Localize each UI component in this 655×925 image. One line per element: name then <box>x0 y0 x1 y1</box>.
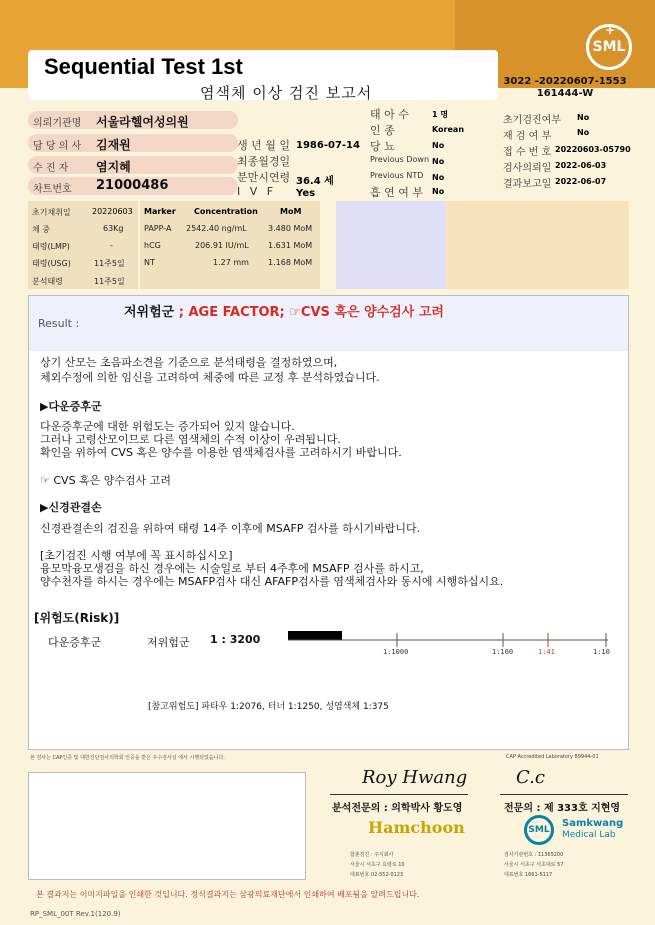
ga-anal-value: 11주5일 <box>94 277 125 286</box>
marker-concentration: 2542.40 ng/mL <box>186 224 247 233</box>
disclaimer: 본 검사는 CAP인증 및 대한진단검사의학회 인증을 받은 우수검사실 에서 시행되었습니다. <box>30 755 225 761</box>
ga-usg-value: 11주5일 <box>94 259 125 268</box>
institution-label: 의뢰기관명 <box>33 118 82 129</box>
left-address: 서울시 서초구 효령로 10 <box>350 862 405 868</box>
scale-label: 1:100 <box>492 648 514 656</box>
marker-mom: 3.480 MoM <box>268 224 313 233</box>
result-paragraph-line: 체외수정에 의한 임신을 고려하여 체중에 따른 교정 후 분석하였습니다. <box>40 371 380 384</box>
age-value: 36.4 세 <box>296 176 334 187</box>
left-address: 대표번호 02-552-0123 <box>350 872 404 878</box>
request-date-value: 2022-06-03 <box>555 161 607 170</box>
retest-label: 재 검 여 부 <box>503 131 552 142</box>
result-paragraph-line: 그러나 고령산모이므로 다른 염색체의 수적 이상이 우려됩니다. <box>40 433 341 446</box>
age-label: 분만시연령 <box>237 171 291 184</box>
report-subtitle: 염색체 이상 검진 보고서 <box>200 84 373 102</box>
doctor-label: 담 당 의 사 <box>33 141 82 152</box>
section-ntd-title: ▶신경관결손 <box>40 501 102 514</box>
ivf-label: I V F <box>237 185 274 198</box>
request-date-label: 검사의뢰일 <box>503 163 552 174</box>
fetus-value: 1 명 <box>432 110 449 119</box>
fetus-label: 태 아 수 <box>370 108 409 121</box>
marker-extra-right <box>446 201 629 289</box>
footer-notice: 본 결과지는 이미지파일을 인쇄한 것입니다. 정식결과지는 삼광의료재단에서 인쇄하여 배포됨을 알려드립니다. <box>36 890 420 899</box>
sml-logo-badge: + SML <box>586 24 632 70</box>
hamchoon-logo: Hamchoon <box>368 818 465 837</box>
marker-name: PAPP-A <box>144 224 172 233</box>
marker-header-concentration: Concentration <box>194 207 258 216</box>
sml-name: Samkwang <box>562 818 624 829</box>
retest-value: No <box>577 128 590 137</box>
marker-header-mom: MoM <box>280 207 302 216</box>
receipt-label: 접 수 번 호 <box>503 147 552 158</box>
chart-value: 21000486 <box>96 178 169 193</box>
risk-value: 1 : 3200 <box>210 633 261 646</box>
smoke-label: 흡 연 여 부 <box>370 186 423 199</box>
result-paragraph-line: 확인을 위하여 CVS 혹은 양수를 이용한 염색체검사를 고려하시기 바랍니다. <box>40 446 402 459</box>
risk-name: 다운증후군 <box>48 636 102 649</box>
left-sig-line <box>330 794 468 795</box>
risk-level: 저위험군 <box>147 636 190 649</box>
weight-label: 체 중 <box>32 225 50 234</box>
result-headline: 저위험군 ; AGE FACTOR; ☞CVS 혹은 양수검사 고려 <box>124 305 444 320</box>
report-id: 3022 -20220607-1553 161444-W <box>503 76 627 99</box>
sample-date-value: 20220603 <box>92 207 133 216</box>
ga-lmp-value: - <box>110 241 113 250</box>
result-paragraph-line: 융모막융모생검을 하신 경우에는 시술일로 부터 4주후에 MSAFP 검사를 하시고, <box>40 562 424 575</box>
right-address: 서울시 서초구 서초대로 57 <box>504 862 564 868</box>
ga-lmp-label: 태령(LMP) <box>32 242 70 251</box>
sml-name-line2: Medical Lab <box>562 830 616 840</box>
footer-code: RP_SML_00T Rev.1(120.9) <box>30 910 121 918</box>
ga-usg-label: 태령(USG) <box>32 259 71 268</box>
result-paragraph-line: 상기 산모는 초음파소견을 기준으로 분석태령을 결정하였으며, <box>40 356 338 369</box>
examinee-label: 수 진 자 <box>33 163 69 174</box>
result-paragraph-line: 신경관결손의 검진을 위하여 태령 14주 이후에 MSAFP 검사를 하시기바랍니다. <box>40 522 421 535</box>
marker-concentration: 1.27 mm <box>213 258 249 267</box>
prev-down-label: Previous Down <box>370 155 430 164</box>
prev-down-value: No <box>432 157 445 166</box>
ivf-value: Yes <box>296 188 316 199</box>
institution-value: 서울라헬여성의원 <box>96 115 189 129</box>
reference-risk: [참고위험도] 파타우 1:2076, 터너 1:1250, 성염색체 1:375 <box>148 702 389 712</box>
chart-label: 차트번호 <box>33 184 72 195</box>
smoke-value: No <box>432 187 445 196</box>
right-address: 대표번호 1661-5117 <box>504 872 553 878</box>
result-label: Result : <box>38 317 80 330</box>
right-sig-line <box>500 794 628 795</box>
marker-mom: 1.631 MoM <box>268 241 313 250</box>
ga-anal-label: 분석태령 <box>32 277 63 286</box>
diabetes-label: 당 뇨 <box>370 140 395 153</box>
marker-name: NT <box>144 258 155 267</box>
marker-mom: 1.168 MoM <box>268 258 313 267</box>
marker-concentration: 206.91 IU/mL <box>195 241 249 250</box>
scale-label: 1:10 <box>593 648 610 656</box>
diabetes-value: No <box>432 141 445 150</box>
left-signature: Roy Hwang <box>362 767 468 788</box>
notes-box <box>28 772 306 880</box>
sml-logo: SML <box>524 815 554 845</box>
risk-bar <box>288 631 342 640</box>
marker-extra-left <box>336 201 446 289</box>
right-signer-title: 전문의 : 제 333호 지현영 <box>504 803 621 814</box>
initial-value: No <box>577 113 590 122</box>
race-value: Korean <box>432 125 465 134</box>
section-down-title: ▶다운증후군 <box>40 400 102 413</box>
lmp-label: 최종월경일 <box>237 155 291 168</box>
prev-ntd-label: Previous NTD <box>370 171 424 180</box>
sample-date-label: 초기채취일 <box>32 208 71 217</box>
birth-value: 1986-07-14 <box>296 140 360 151</box>
result-paragraph-line: [초기검진 시행 여부에 꼭 표시하십시오] <box>40 549 233 562</box>
right-signature: C.c <box>516 767 545 788</box>
report-date-value: 2022-06-07 <box>555 177 607 186</box>
left-signer-title: 분석전문의 : 의학박사 황도영 <box>332 803 463 814</box>
doctor-value: 김재원 <box>96 138 131 152</box>
report-date-label: 결과보고일 <box>503 179 552 190</box>
result-paragraph-line: ☞ CVS 혹은 양수검사 고려 <box>40 474 172 487</box>
left-address: 함춘검진 : 주식회사 <box>350 852 394 858</box>
birth-label: 생 년 월 일 <box>237 139 290 152</box>
scale-label-cutoff: 1:41 <box>538 648 555 656</box>
report-title: Sequential Test 1st <box>44 54 243 79</box>
initial-label: 초기검진여부 <box>503 115 561 126</box>
right-address: 검사기관번호 : 11365200 <box>504 852 564 858</box>
race-label: 인 종 <box>370 124 395 137</box>
result-paragraph-line: 다운증후군에 대한 위험도는 증가되어 있지 않습니다. <box>40 420 295 433</box>
examinee-value: 염지혜 <box>96 160 131 174</box>
marker-header-marker: Marker <box>144 207 176 216</box>
receipt-value: 20220603-05790 <box>555 145 631 154</box>
result-paragraph-line: 양수천자를 하시는 경우에는 MSAFP검사 대신 AFAFP검사를 염색체검사와 동시에 시행하십시요. <box>40 575 504 588</box>
marker-name: hCG <box>144 241 161 250</box>
cap-accreditation: CAP Accredited Laboratory 89944-01 <box>506 754 599 760</box>
weight-value: 63Kg <box>103 224 124 233</box>
scale-label: 1:1000 <box>383 648 409 656</box>
risk-title: [위험도(Risk)] <box>34 611 120 625</box>
risk-scale <box>286 628 616 658</box>
prev-ntd-value: No <box>432 173 445 182</box>
